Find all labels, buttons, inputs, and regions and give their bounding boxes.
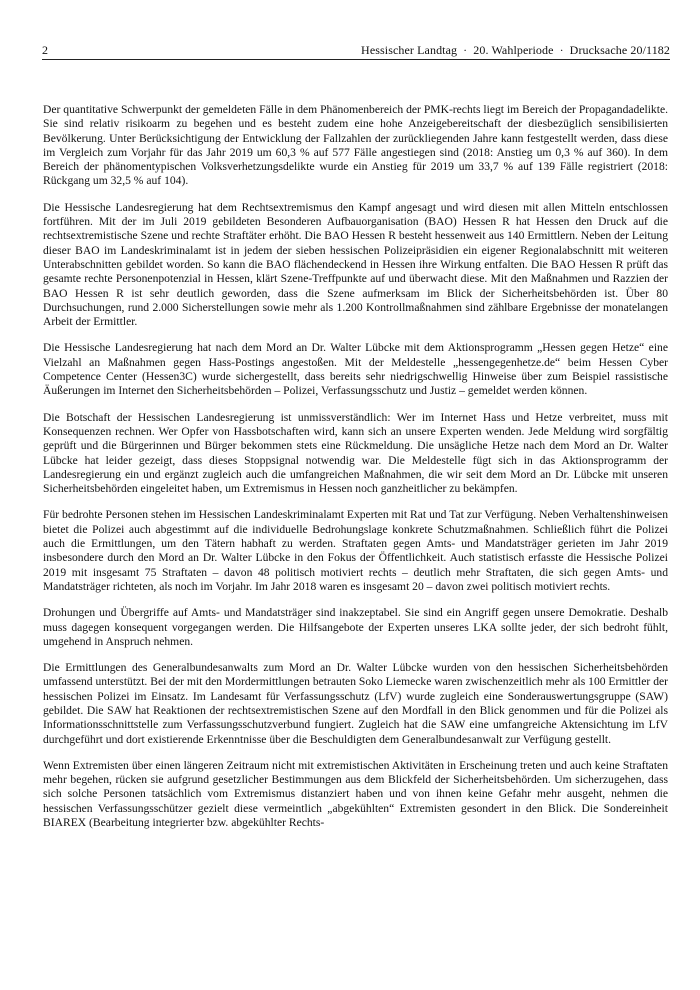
paragraph-threatened-persons: Für bedrohte Personen stehen im Hessischen Landeskriminalamt Experten mit Rat und Tat zur Verfügung. Neben Verhaltenshinweisen bietet die Polizei auch abgestimmt auf die individuelle Bedrohungslage konkrete Schutzmaßnahmen. Schließlich führt die Polizei auch die Ermittlungen, um den Tätern habhaft zu werden. Straftaten gegen Amts- und Mandatsträger gerieten im Jahr 2019 insbesondere durch den Mord an Dr. Walter Lübcke in den Fokus der Öffentlichkeit. Auch statistisch erfasste die Hessische Polizei 2019 mit insgesamt 75 Straftaten – davon 48 politisch motiviert rechts – deutlich mehr Straftaten, die sich gegen Amts- und Mandatsträger richteten, als noch im Vorjahr. Im Jahr 2018 waren es insgesamt 20 – davon zwei politisch motiviert rechts. xyxy=(43,508,668,593)
page-header xyxy=(42,42,670,58)
paragraph-investigations: Die Ermittlungen des Generalbundesanwalts zum Mord an Dr. Walter Lübcke wurden von den hessischen Sicherheitsbehörden umfassend unterstützt. Bei der mit den Mordermittlungen betrauten Soko Liemecke waren zwischenzeitlich mehr als 100 Ermittler der hessischen Polizei im Einsatz. Im Landesamt für Verfassungsschutz (LfV) wurde zugleich eine Sonderauswertungsgruppe (SAW) gebildet. Die SAW hat Reaktionen der rechtsextremistischen Szene auf den Mordfall in den Blick genommen und für die Polizei als Informationsschnittstelle zum Verfassungsschutzverbund fungiert. Zugleich hat die SAW eine umfangreiche Aktensichtung im LfV durchgeführt und dort existierende Erkenntnisse über die Beschuldigten dem Generalbundesanwalt zur Verfügung gestellt. xyxy=(43,661,668,746)
running-head xyxy=(361,42,670,58)
page-number: 2 xyxy=(42,43,48,57)
paragraph-attacks-unacceptable: Drohungen und Übergriffe auf Amts- und Mandatsträger sind inakzeptabel. Sie sind ein Angriff gegen unsere Demokratie. Deshalb muss dagegen konsequent vorgegangen werden. Die Hilfsangebote der Experten unseres LKA sollte jeder, der sich bedroht fühlt, umgehend in Anspruch nehmen. xyxy=(43,606,668,648)
paragraph-biarex: Wenn Extremisten über einen längeren Zeitraum nicht mit extremistischen Aktivitäten in Erscheinung treten und auch keine Straftaten mehr begehen, rücken sie aufgrund gesetzlicher Bestimmungen aus dem Blickfeld der Sicherheitsbehörden. Um sicherzugehen, dass sich solche Personen tatsächlich vom Extremismus distanziert haben und von ihnen keine Gefahr mehr ausgeht, nehmen die hessischen Verfassungsschützer gezielt diese vermeintlich „abgekühlten“ Extremisten gesondert in den Blick. Die Sondereinheit BIAREX (Bearbeitung integrierter bzw. abgekühlter Rechts- xyxy=(43,758,668,830)
header-separator: · xyxy=(463,43,468,57)
paragraph-hessen-gegen-hetze: Die Hessische Landesregierung hat nach dem Mord an Dr. Walter Lübcke mit dem Aktionsprogramm „Hessen gegen Hetze“ eine Vielzahl an Maßnahmen gegen Hass-Postings angestoßen. Mit der Meldestelle „hessengegenhetze.de“ beim Hessen Cyber Competence Center (Hessen3C) wurde sichergestellt, dass bereits sehr niedrigschwellig Hinweise über zum Beispiel rassistische Äußerungen im Internet den Sicherheitsbehörden – Polizei, Verfassungsschutz und Justiz – gemeldet werden können. xyxy=(43,341,668,398)
document-body xyxy=(43,103,668,842)
header-rule xyxy=(42,59,670,60)
legislative-period: 20. Wahlperiode xyxy=(473,43,554,57)
paragraph-government-message: Die Botschaft der Hessischen Landesregierung ist unmissverständlich: Wer im Internet Hass und Hetze verbreitet, muss mit Konsequenzen rechnen. Wer Opfer von Hassbotschaften wird, kann sich an unsere Experten wenden. Jede Meldung wird sorgfältig geprüft und die Bürgerinnen und Bürger bekommen stets eine Rückmeldung. Die unsägliche Hetze nach dem Mord an Dr. Walter Lübcke hat leider gezeigt, dass dieses Stoppsignal notwendig war. Die Meldestelle fügt sich in das Aktionsprogramm der Landesregierung ein und ergänzt zugleich auch die umfangreichen Maßnahmen, die wir seit dem Mord an Dr. Lübcke mit unseren Sicherheitsbehörden eingeleitet haben, um Extremismus in Hessen noch ganzheitlicher zu bekämpfen. xyxy=(43,410,668,496)
paragraph-pmk-statistics: Der quantitative Schwerpunkt der gemeldeten Fälle in dem Phänomenbereich der PMK-rechts liegt im Bereich der Propagandadelikte. Sie sind relativ risikoarm zu begehen und es besteht zudem eine hohe Anzeigebereitschaft der diesbezüglich sensibilisierten Bevölkerung. Unter Berücksichtigung der Entwicklung der Fallzahlen der zurückliegenden Jahre kann festgestellt werden, dass diese im Vergleich zum Vorjahr für das Jahr 2019 um 60,3 % auf 577 Fälle angestiegen sind (2018: Anstieg um 0,3 % auf 360). In dem Bereich der phänomentypischen Volksverhetzungsdelikte wurde ein Anstieg für 2019 um 33,7 % auf 139 Fälle registriert (2018: Rückgang um 32,5 % auf 104). xyxy=(43,103,668,188)
parliament-name: Hessischer Landtag xyxy=(361,43,458,57)
document-number: Drucksache 20/1182 xyxy=(569,43,670,57)
paragraph-bao-hessen-r: Die Hessische Landesregierung hat dem Rechtsextremismus den Kampf angesagt und wird diesen mit allen Mitteln entschlossen fortführen. Mit der im Juli 2019 gebildeten Besonderen Aufbauorganisation (BAO) Hessen R hat Hessen den Druck auf die rechtsextremistische Szene und rechte Straftäter erhöht. Die BAO Hessen R besteht hessenweit aus 140 Ermittlern. Neben der Leitung dieser BAO im Landeskriminalamt ist in jedem der sieben hessischen Polizeipräsidien ein eigener Regionalabschnitt mit weiteren Unterabschnitten gebildet worden. So kann die BAO flächendeckend in Hessen ihre Wirkung entfalten. Die BAO Hessen R prüft das gesamte rechte Personenpotenzial in Hessen, klärt Szene-Treffpunkte auf und überwacht diese. Mit den Maßnahmen und Razzien der BAO Hessen R ist sehr deutlich geworden, dass die Szene aufmerksam im Blick der Sicherheitsbehörden ist. Über 80 Durchsuchungen, rund 2.000 Sicherstellungen sowie mehr als 1.200 Kontrollmaßnahmen sind zählbare Ergebnisse der monatelangen Arbeit der Ermittler. xyxy=(43,200,668,329)
header-separator: · xyxy=(559,43,564,57)
